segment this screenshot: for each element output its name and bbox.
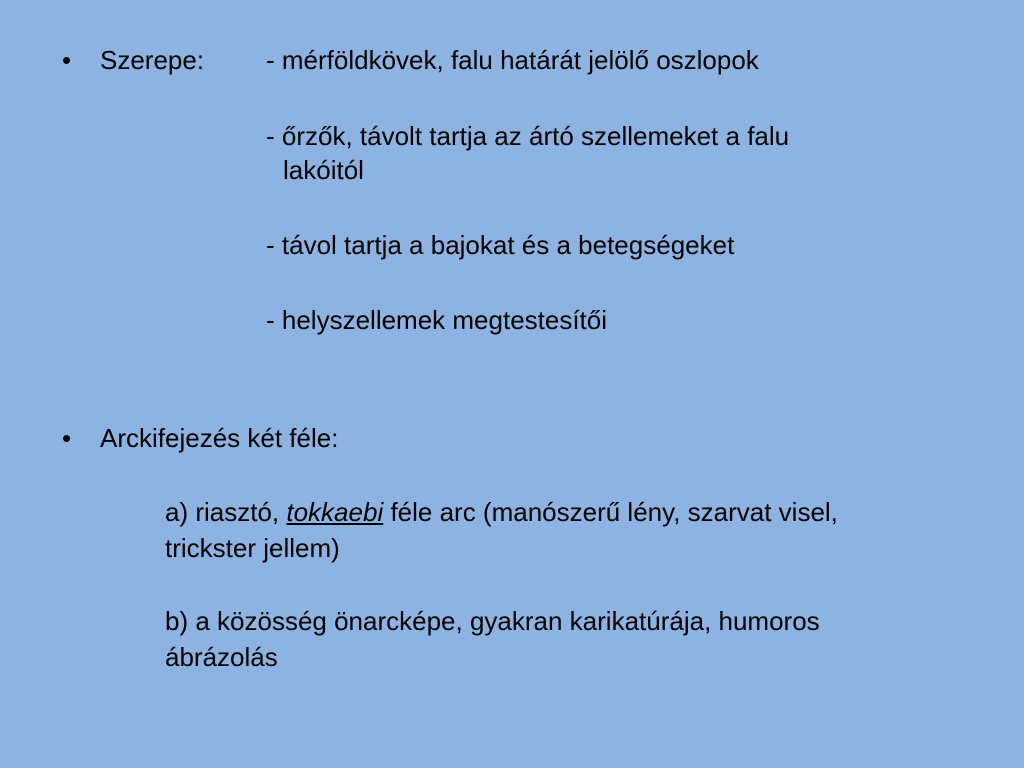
faces-item-a-prefix: a) riasztó,: [165, 497, 287, 527]
role-item-4: - helyszellemek megtestesítői: [266, 305, 608, 335]
role-item-3: - távol tartja a bajokat és a betegségeket: [266, 230, 735, 260]
role-item-2-cont: lakóitól: [283, 155, 364, 185]
faces-item-a-cont: trickster jellem): [165, 533, 340, 563]
faces-label: Arckifejezés két féle:: [100, 423, 339, 453]
faces-item-a: [165, 495, 838, 529]
role-item-1: - mérföldkövek, falu határát jelölő oszlopok: [266, 45, 759, 75]
role-item-2: - őrzők, távolt tartja az ártó szellemeket a falu: [266, 121, 790, 151]
faces-item-a-suffix: féle arc (manószerű lény, szarvat visel,: [383, 497, 838, 527]
bullet-symbol: •: [62, 423, 72, 453]
role-label: Szerepe:: [100, 45, 205, 75]
faces-item-b: b) a közösség önarcképe, gyakran karikatúrája, humoros: [165, 606, 820, 636]
faces-item-a-emphasis: tokkaebi: [286, 497, 384, 527]
faces-item-b-cont: ábrázolás: [165, 642, 278, 672]
bullet-symbol: •: [62, 45, 72, 75]
